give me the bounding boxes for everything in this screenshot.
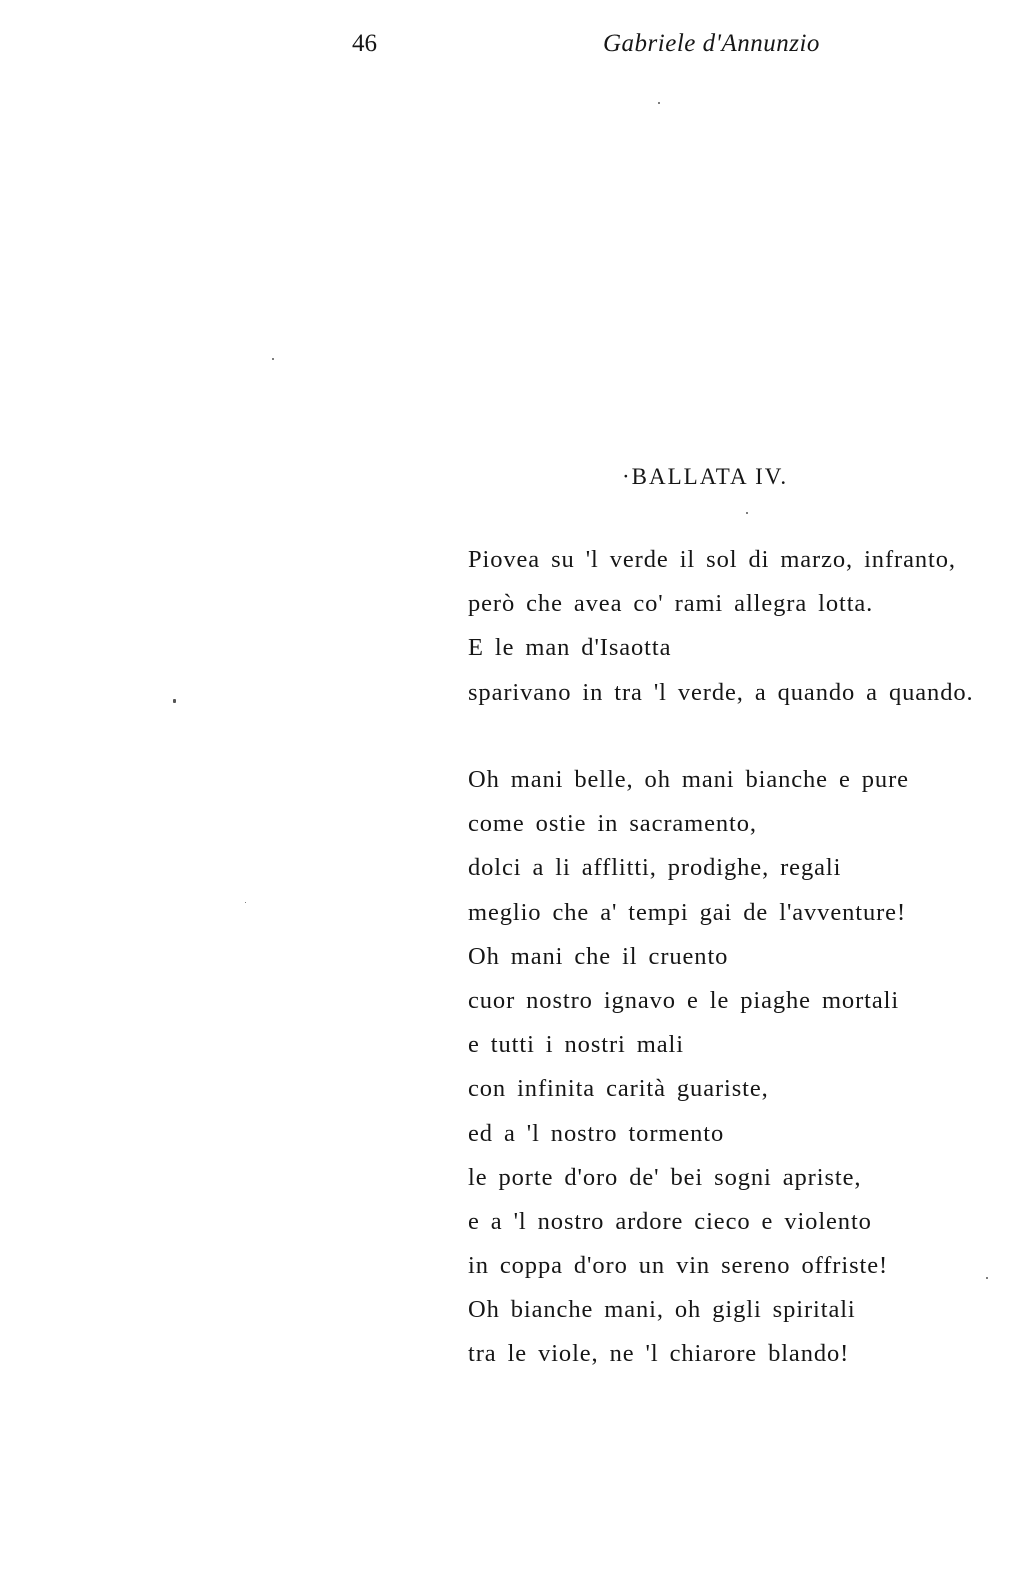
poem-line: Oh bianche mani, oh gigli spiritali <box>468 1296 856 1324</box>
page-number: 46 <box>352 30 377 57</box>
poem-line: sparivano in tra 'l verde, a quando a quando. <box>468 678 974 706</box>
scan-speck <box>245 902 246 903</box>
scan-speck <box>272 358 274 360</box>
poem-line: tra le viole, ne 'l chiarore blando! <box>468 1340 850 1368</box>
poem-line: ed a 'l nostro tormento <box>468 1119 725 1147</box>
stanza-2 <box>468 764 909 1383</box>
poem-line: meglio che a' tempi gai de l'avventure! <box>468 898 907 926</box>
poem-line: Oh mani belle, oh mani bianche e pure <box>468 766 909 793</box>
poem-line: le porte d'oro de' bei sogni apriste, <box>468 1163 862 1191</box>
poem-line: Piovea su 'l verde il sol di marzo, infranto, <box>468 546 956 573</box>
poem-line: in coppa d'oro un vin sereno offriste! <box>468 1252 889 1280</box>
poem-line: però che avea co' rami allegra lotta. <box>468 590 874 618</box>
scan-speck <box>658 102 660 104</box>
poem-line: Oh mani che il cruento <box>468 942 729 970</box>
poem-line: con infinita carità guariste, <box>468 1075 769 1103</box>
scan-speck <box>746 512 748 514</box>
stanza-1 <box>468 544 974 721</box>
poem-line: dolci a li afflitti, prodighe, regali <box>468 854 842 882</box>
poem-line: e a 'l nostro ardore cieco e violento <box>468 1207 872 1235</box>
scan-speck <box>986 1277 988 1279</box>
poem-line: come ostie in sacramento, <box>468 810 757 838</box>
running-head: Gabriele d'Annunzio <box>603 30 820 57</box>
scan-speck <box>173 699 176 703</box>
poem-title: ·BALLATA IV. <box>622 464 789 489</box>
poem-line: cuor nostro ignavo e le piaghe mortali <box>468 986 900 1014</box>
poem-line: E le man d'Isaotta <box>468 634 672 662</box>
poem-line: e tutti i nostri mali <box>468 1031 684 1059</box>
